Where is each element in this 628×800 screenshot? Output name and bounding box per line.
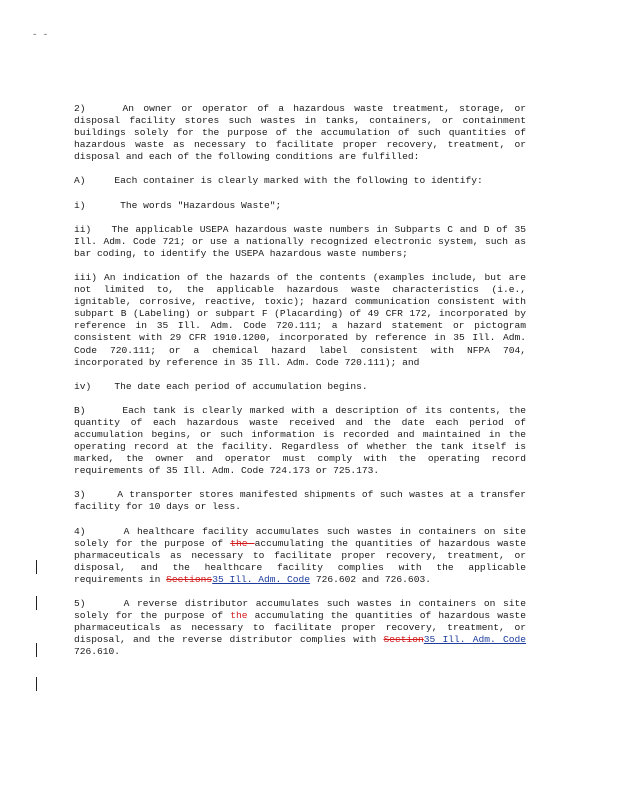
paragraph-text: An owner or operator of a hazardous waste treatment, storage, or disposal facility stores such wastes in tanks, containers, or containment buildings solely for the purpose of the accumulation of such quantities of hazardous waste as necessary to facilitate proper recovery, treatment, or disposal and each of the following conditions are fulfilled: [74,103,526,163]
paragraph-text: The applicable USEPA hazardous waste numbers in Subparts C and D of 35 Ill. Adm. Code 721; or use a nationally recognized electronic system, such as bar coding, to identify the USEPA hazardous waste numbers; [74,223,526,259]
paragraph-A-iii [74,272,526,369]
paragraph-label: 3) [74,489,86,501]
paragraph-label: 2) [74,103,86,114]
paragraph-text: accumulating the quantities of hazardous waste pharmaceuticals as necessary to facilitate proper recovery, treatment, or disposal, and the reverse distributor complies with [74,610,526,646]
deleted-text: the [230,537,255,549]
inserted-text: 35 Ill. Adm. Code [423,634,527,646]
paragraph-label: B) [74,404,86,416]
paragraph-label: iii) [74,271,98,283]
paragraph-A-iv [74,381,526,393]
paragraph-text: A healthcare facility accumulates such wastes in containers on site solely for the purpose of [74,525,526,549]
change-bar [36,677,37,691]
paragraph-label: A) [74,175,86,187]
paragraph-label: ii) [74,223,92,235]
inserted-text: 35 Ill. Adm. Code [212,573,311,585]
change-bar [36,560,37,574]
paragraph-text: An indication of the hazards of the contents (examples include, but are not limited to, the applicable hazardous waste characteristics (i.e., ignitable, corrosive, reactive, toxic); hazard communication consistent with subpart B (Labeling) or subpart F (Placarding) of 49 CFR 172, incorporated by reference in 35 Ill. Adm. Code 720.111; a hazard statement or pictogram consistent with 29 CFR 1910.1200, incorporated by reference in 35 Ill. Adm. Code 720.111; or a chemical hazard label consistent with NFPA 704, incorporated by reference in 35 Ill. Adm. Code 720.111); and [74,271,526,368]
paragraph-5 [74,598,526,658]
paragraph-label: iv) [74,380,92,392]
deleted-text: Section [383,634,424,646]
paragraph-text: The words "Hazardous Waste"; [120,199,282,211]
paragraph-text: The date each period of accumulation begins. [114,380,368,392]
paragraph-4 [74,526,526,586]
paragraph-A [74,175,526,187]
paragraph-text: Each tank is clearly marked with a description of its contents, the quantity of each hazardous waste received and the date each period of accumulation begins, or such information is recorded and maintained in the operating record at the facility. Regardless of whether the tank itself is marked, the owner and operator must comply with the operating record requirements of 35 Ill. Adm. Code 724.173 or 725.173. [74,404,526,477]
paragraph-label: 4) [74,525,86,537]
paragraph-text: 726.610. [74,646,121,658]
paragraph-text: A reverse distributor accumulates such wastes in containers on site solely for the purpose of [74,598,526,622]
change-bar [36,643,37,657]
paragraph-label: 5) [74,598,86,609]
scan-marks: - - [32,30,49,40]
paragraph-A-i [74,200,526,212]
deleted-text: the [230,610,248,622]
paragraph-A-ii [74,224,526,260]
paragraph-B [74,405,526,478]
document-page [74,103,526,658]
paragraph-text: 726.602 and 726.603. [310,573,431,585]
paragraph-text: Each container is clearly marked with the following to identify: [114,175,483,187]
change-bar [36,596,37,610]
paragraph-2 [74,103,526,163]
paragraph-text: accumulating the quantities of hazardous waste pharmaceuticals as necessary to facilitate proper recovery, treatment, or disposal, and the healthcare facility complies with the applicable requirements in [74,537,526,585]
deleted-text: Sections [166,573,213,585]
paragraph-label: i) [74,199,86,211]
paragraph-3 [74,489,526,513]
paragraph-text: A transporter stores manifested shipments of such wastes at a transfer facility for 10 days or less. [74,489,526,513]
